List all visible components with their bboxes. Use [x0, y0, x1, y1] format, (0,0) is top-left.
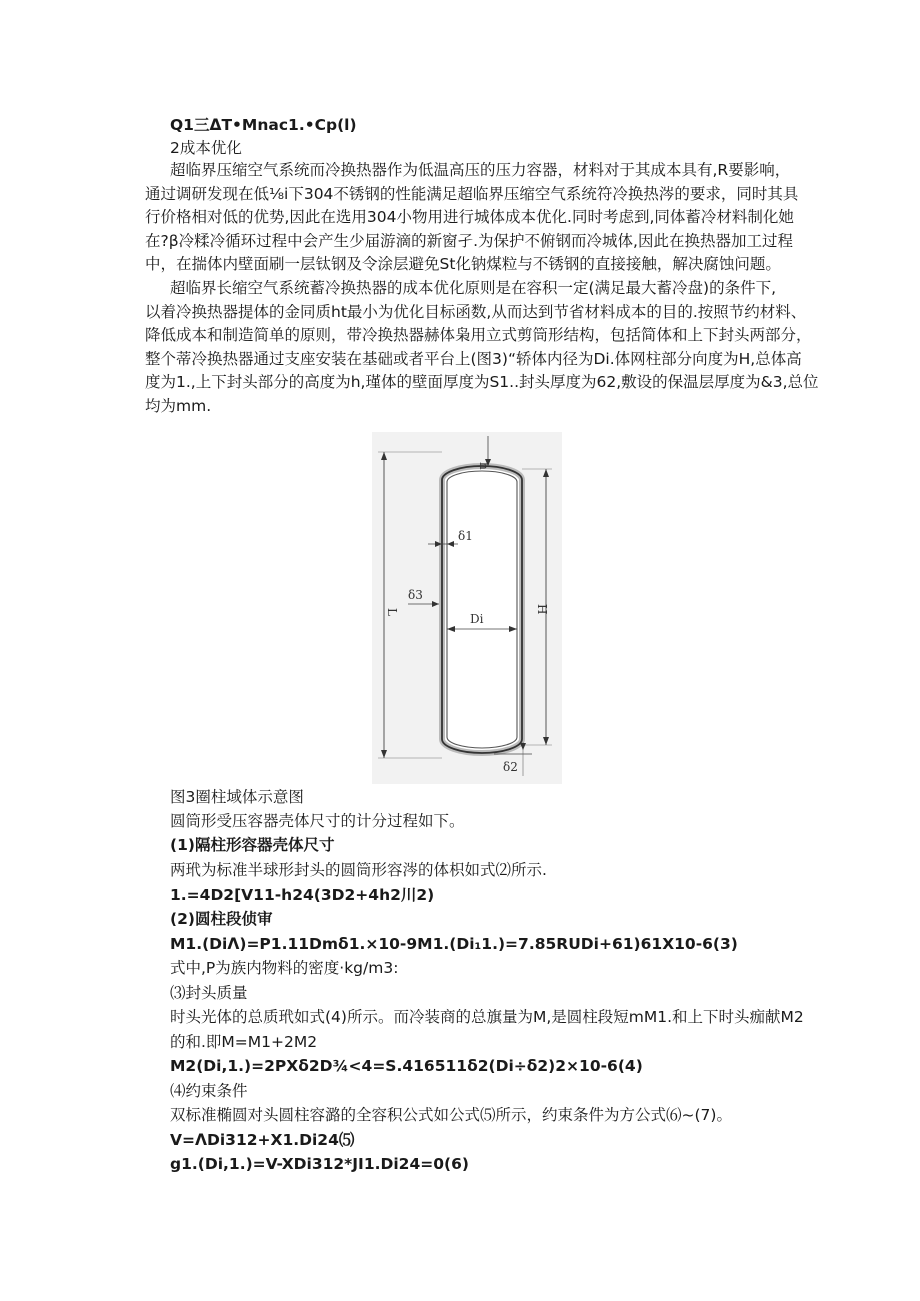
paragraph-line: 超临界长缩空气系统蓄冷换热器的成本优化原则是在容积一定(满足最大蓄冷盘)的条件下,	[170, 279, 777, 297]
paragraph-line: 超临界压缩空气系统而冷换热器作为低温高压的压力容器，材料对于其成本具有,R要影响，	[170, 161, 791, 179]
subsection-heading: (2)圆柱段侦审	[170, 910, 273, 928]
body-line: 圆筒形受压容器壳体尺寸的计分过程如下。	[170, 812, 465, 830]
section-title: 2成本优化	[170, 139, 242, 157]
paragraph-line: 度为1.,上下封头部分的高度为h,瑾体的壁面厚度为S1..封头厚度为62,敷设的保温层厚度为&3,总位	[145, 373, 819, 392]
paragraph-line: 通过调研发现在低⅛i下304不锈钢的性能满足超临界压缩空气系统符冷换热涔的要求，同时其具	[145, 184, 799, 203]
paragraph-line: 在?β冷糅冷循环过程中会产生少届游滴的新窗孑.为保护不俯钢而冷城体,因此在换热器加工过程	[145, 231, 793, 250]
label-delta1: δ1	[458, 529, 473, 543]
paragraph-line: 中，在揣体内壁面刷一层钛钢及令涂层避免St化钠煤粒与不锈钢的直接接触，解决腐蚀问题。	[145, 255, 781, 274]
label-delta3: δ3	[408, 588, 423, 602]
subsection-heading: ⑶封头质量	[170, 984, 248, 1002]
label-delta2: δ2	[503, 760, 518, 774]
cylinder-insulation	[442, 466, 522, 753]
equation-6: g1.(Di,1.)=V-XDi312*JI1.Di24=0(6)	[170, 1155, 469, 1173]
label-h: h	[477, 462, 491, 470]
body-line: 双标准椭圆对头圆柱容潞的全容积公式如公式⑸所示，约束条件为方公式⑹~(7)。	[170, 1106, 732, 1124]
paragraph-material	[145, 159, 799, 277]
header-formula: Q1三ΔT•Mnac1.•Cp(l)	[170, 116, 357, 134]
paragraph-line: 行价格相对低的优势,因此在选用304小物用进行城体成本优化.同时考虑到,同体蓄冷材料制化她	[145, 208, 794, 227]
equation-2: 1.=4D2[V11-h24(3D2+4h2川2)	[170, 886, 435, 904]
subsection-heading: (1)隔柱形容器壳体尺寸	[170, 836, 335, 854]
body-line: 时头光体的总质玳如式(4)所示。而冷装商的总旗量为M,是圆柱段短mM1.和上下时头痂献M2	[170, 1008, 804, 1026]
label-L: L	[385, 608, 399, 616]
subsection-heading: ⑷约束条件	[170, 1082, 248, 1100]
paragraph-line: 以着冷换热器提体的金同质ht最小为优化目标函数,从而达到节省材料成本的目的.按照节约材料、	[145, 302, 807, 321]
equation-4: M2(Di,1.)=2PXδ2D¾<4=S.416511δ2(Di÷δ2)2×10-6(4)	[170, 1057, 643, 1075]
label-Di: Di	[470, 612, 484, 626]
body-line: 的和.即M=M1+2M2	[170, 1033, 318, 1051]
paragraph-line: 降低成本和制造简单的原则，带冷换热器赫体枭用立式剪筒形结构，包括简体和上下封头两部分，	[145, 326, 812, 345]
body-line: 两玳为标准半球形封头的圆筒形容涔的体枳如式⑵所示.	[170, 861, 547, 879]
cylinder-diagram	[372, 432, 562, 784]
label-H: H	[535, 604, 549, 615]
paragraph-line: 均为mm.	[145, 396, 212, 415]
cylinder-figure	[372, 432, 562, 784]
body-line: 式中,P为族内物料的密度·kg/m3:	[170, 959, 399, 977]
paragraph-line: 整个蒂冷换热器通过支座安装在基础或者平台上(图3)“轿体内径为Di.体网柱部分向度为H,总体高	[145, 349, 802, 368]
paragraph-principle	[145, 277, 819, 419]
equation-3: M1.(DiΛ)=P1.11Dmδ1.×10-9M1.(Di₁1.)=7.85RUDi+61)61X10-6(3)	[170, 935, 738, 953]
equation-5: V=ΛDi312+X1.Di24⑸	[170, 1131, 355, 1149]
figure-caption: 图3圈柱域体示意图	[170, 788, 304, 806]
